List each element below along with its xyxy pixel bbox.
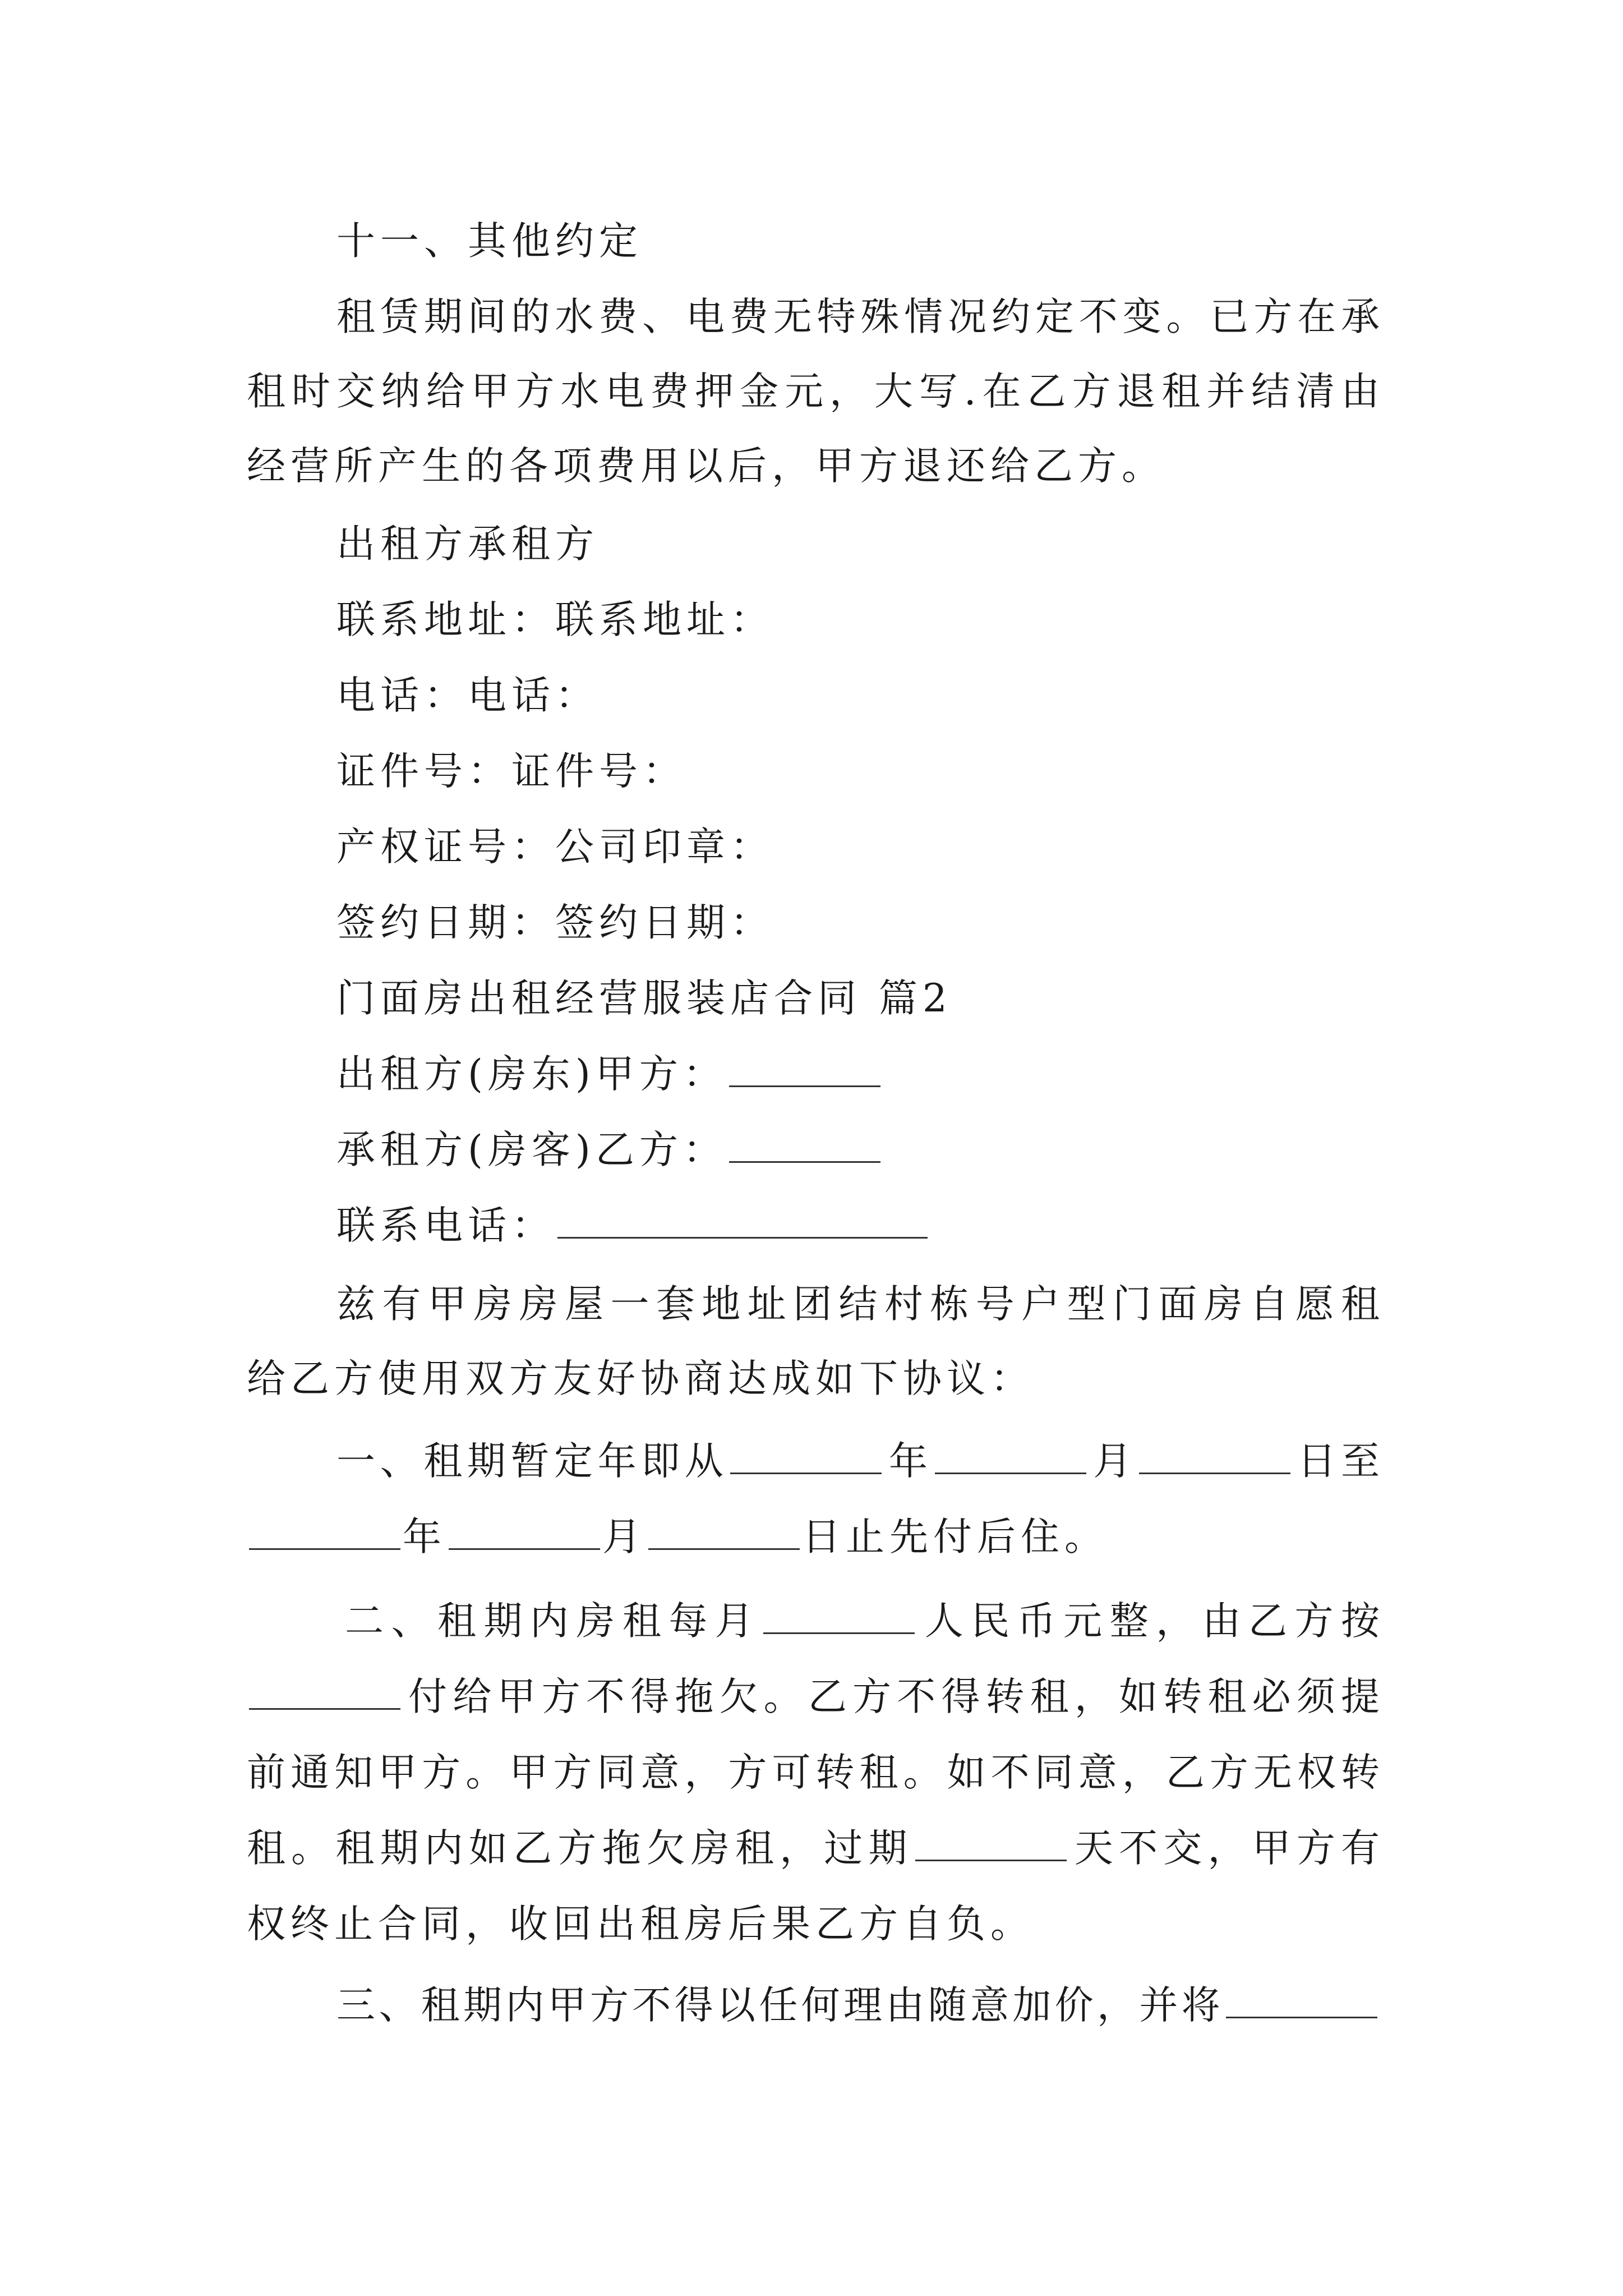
contact-phone-line [336, 1198, 930, 1254]
signature-sign-date: 签约日期：签约日期： [336, 900, 774, 945]
blank-field [729, 1126, 880, 1163]
signature-phone: 电话：电话： [336, 673, 599, 718]
clause-2-line-1: 二、租期内房租每月 人民币元整，由乙方按 [345, 1599, 1380, 1644]
blank-field [449, 1513, 600, 1550]
signature-id-number: 证件号：证件号： [336, 749, 686, 794]
clause-3-line-1: 三、租期内甲方不得以任何理由随意加价，并将 [336, 1977, 1380, 2033]
blank-field [915, 1825, 1067, 1861]
signature-property-cert: 产权证号：公司印章： [336, 825, 774, 869]
intro-line: 兹有甲房房屋一套地址团结村栋号户型门面房自愿租 [336, 1282, 1380, 1327]
lessor-line [336, 1046, 883, 1102]
blank-field [557, 1202, 928, 1239]
clause-2-line-2: 付给甲方不得拖欠。乙方不得转租，如转租必须提 [247, 1669, 1380, 1725]
signature-parties: 出租方承租方 [336, 522, 599, 567]
intro-line: 给乙方使用双方友好协商达成如下协议： [247, 1356, 1034, 1401]
contract-title: 门面房出租经营服装店合同 篇2 [336, 976, 952, 1021]
clause-1-line-1: 一、租期暂定年即从 年 月 日至 [336, 1439, 1380, 1484]
blank-field [935, 1438, 1086, 1474]
lessor-label: 出租方(房东)甲方： [336, 1052, 727, 1097]
blank-field [730, 1438, 882, 1474]
blank-field [729, 1051, 880, 1087]
blank-field [763, 1598, 915, 1634]
lessee-label: 承租方(房客)乙方： [336, 1128, 727, 1172]
contact-phone-label: 联系电话： [336, 1203, 555, 1248]
clause-2-line-3: 前通知甲方。甲方同意，方可转租。如不同意，乙方无权转 [247, 1750, 1380, 1795]
blank-field [249, 1673, 400, 1710]
paragraph-line: 经营所产生的各项费用以后，甲方退还给乙方。 [247, 444, 1165, 489]
blank-field [1226, 1982, 1377, 2018]
lessee-line [336, 1122, 883, 1178]
signature-address: 联系地址：联系地址： [336, 597, 774, 642]
paragraph-line: 租赁期间的水费、电费无特殊情况约定不变。已方在承 [336, 295, 1380, 339]
clause-1-line-2: 年 月 日止先付后住。 [247, 1509, 1108, 1565]
blank-field [648, 1513, 800, 1550]
section-heading: 十一、其他约定 [336, 219, 643, 264]
clause-2-line-5: 权终止合同，收回出租房后果乙方自负。 [247, 1902, 1034, 1947]
clause-2-line-4: 租。租期内如乙方拖欠房租，过期 天不交，甲方有 [247, 1826, 1380, 1871]
paragraph-line: 租时交纳给甲方水电费押金元，大写.在乙方退租并结清由 [247, 369, 1380, 414]
blank-field [1139, 1438, 1290, 1474]
blank-field [249, 1513, 400, 1550]
